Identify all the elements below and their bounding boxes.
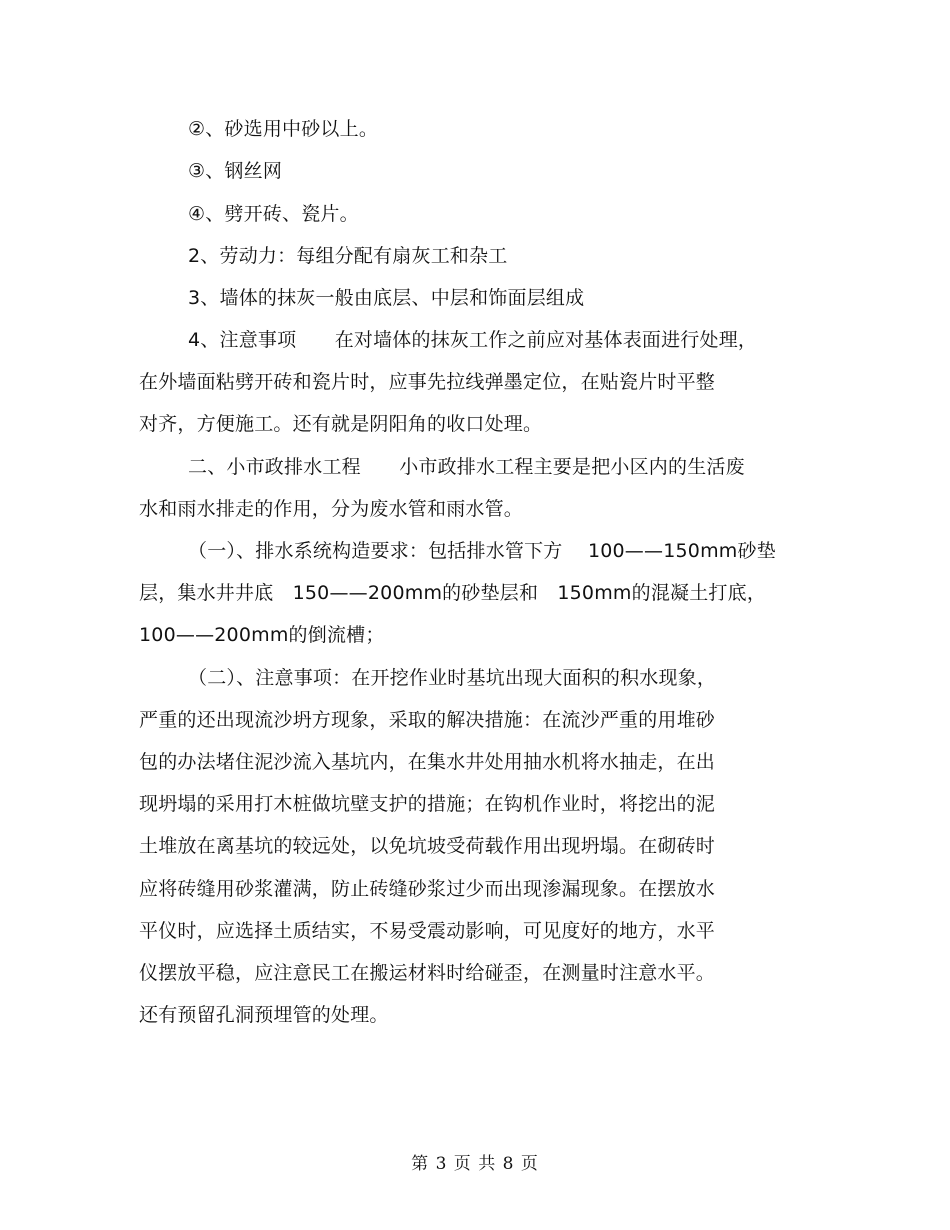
paragraph-line: （二）、注意事项：在开挖作业时基坑出现大面积的积水现象， bbox=[188, 667, 717, 689]
paragraph-line: 还有预留孔洞预埋管的处理。 bbox=[139, 1004, 389, 1026]
paragraph-line: 4、注意事项 在对墙体的抹灰工作之前应对基体表面进行处理， bbox=[188, 329, 758, 351]
paragraph-line: 应将砖缝用砂浆灌满，防止砖缝砂浆过少而出现渗漏现象。在摆放水 bbox=[139, 878, 716, 900]
paragraph-line: （一）、排水系统构造要求：包括排水管下方 100——150mm砂垫 bbox=[188, 540, 776, 562]
paragraph-line: 土堆放在离基坑的较远处，以免坑坡受荷载作用出现坍塌。在砌砖时 bbox=[139, 835, 716, 857]
paragraph-line: 严重的还出现流沙坍方现象，采取的解决措施：在流沙严重的用堆砂 bbox=[139, 709, 716, 731]
paragraph-line: ④、劈开砖、瓷片。 bbox=[188, 203, 359, 225]
paragraph-line: ③、钢丝网 bbox=[188, 160, 283, 182]
paragraph-line: 仪摆放平稳，应注意民工在搬运材料时给碰歪，在测量时注意水平。 bbox=[139, 962, 716, 984]
paragraph-line: 2、劳动力：每组分配有扇灰工和杂工 bbox=[188, 245, 508, 267]
paragraph-line: 包的办法堵住泥沙流入基坑内，在集水井处用抽水机将水抽走，在出 bbox=[139, 751, 716, 773]
page-number-footer: 第 3 页 共 8 页 bbox=[411, 1154, 539, 1174]
paragraph-line: ②、砂选用中砂以上。 bbox=[188, 118, 379, 140]
paragraph-line: 3、墙体的抹灰一般由底层、中层和饰面层组成 bbox=[188, 287, 585, 309]
paragraph-line: 平仪时，应选择土质结实，不易受震动影响，可见度好的地方，水平 bbox=[139, 920, 716, 942]
paragraph-line: 在外墙面粘劈开砖和瓷片时，应事先拉线弹墨定位，在贴瓷片时平整 bbox=[139, 371, 716, 393]
paragraph-line: 100——200mm的倒流槽； bbox=[139, 624, 385, 646]
paragraph-line: 二、小市政排水工程 小市政排水工程主要是把小区内的生活废 bbox=[188, 456, 745, 478]
paragraph-line: 层，集水井井底 150——200mm的砂垫层和 150mm的混凝土打底， bbox=[139, 582, 767, 604]
paragraph-line: 水和雨水排走的作用，分为废水管和雨水管。 bbox=[139, 498, 524, 520]
paragraph-line: 现坍塌的采用打木桩做坑壁支护的措施；在钩机作业时，将挖出的泥 bbox=[139, 793, 716, 815]
paragraph-line: 对齐，方便施工。还有就是阴阳角的收口处理。 bbox=[139, 413, 543, 435]
